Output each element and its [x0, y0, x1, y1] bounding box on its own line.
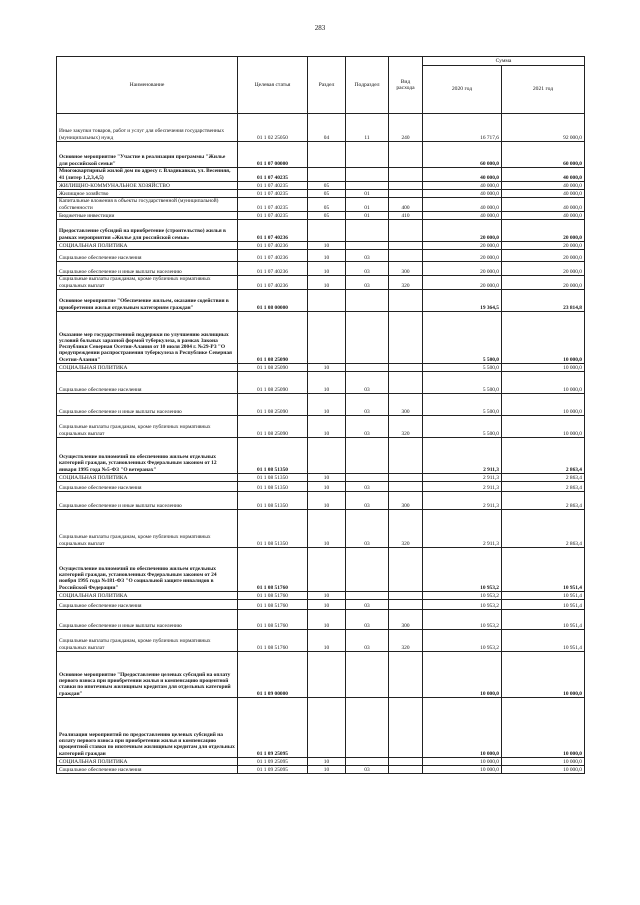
cell-s20: 2 911,3: [423, 510, 502, 548]
budget-table: [56, 56, 585, 774]
cell-sec: 10: [308, 630, 346, 652]
cell-name: Социальное обеспечение и иные выплаты населению: [57, 394, 238, 416]
cell-s21: 60 000,0: [502, 142, 585, 168]
cell-type: [389, 220, 423, 242]
page-number: 283: [314, 24, 326, 32]
cell-code: 01 1 08 51350: [238, 474, 308, 482]
cell-type: [389, 190, 423, 198]
cell-code: 01 1 09 25095: [238, 698, 308, 758]
cell-sec: 05: [308, 198, 346, 212]
cell-s20: 5 500,0: [423, 394, 502, 416]
cell-s21: 20 000,0: [502, 220, 585, 242]
cell-sec: [308, 652, 346, 698]
cell-sub: [346, 758, 389, 766]
cell-s21: 10 000,0: [502, 698, 585, 758]
cell-sub: 03: [346, 250, 389, 262]
cell-sec: 05: [308, 182, 346, 190]
table-row: [57, 592, 585, 600]
table-row: [57, 482, 585, 492]
cell-sub: 03: [346, 510, 389, 548]
cell-code: 01 1 07 40235: [238, 190, 308, 198]
cell-s20: 40 000,0: [423, 198, 502, 212]
cell-type: [389, 312, 423, 364]
cell-type: 320: [389, 510, 423, 548]
cell-type: [389, 182, 423, 190]
cell-sub: [346, 592, 389, 600]
cell-sec: 10: [308, 394, 346, 416]
cell-sec: 10: [308, 364, 346, 372]
table-row: [57, 492, 585, 510]
cell-sec: [308, 290, 346, 312]
cell-sec: 10: [308, 510, 346, 548]
cell-s21: 10 000,0: [502, 652, 585, 698]
cell-code: 01 1 07 40236: [238, 262, 308, 276]
header-section: Раздел: [308, 57, 346, 114]
cell-name: Иные закупки товаров, работ и услуг для обеспечения государственных (муниципальных) нужд: [57, 114, 238, 142]
cell-sub: [346, 438, 389, 474]
cell-code: 01 1 08 51350: [238, 492, 308, 510]
cell-type: [389, 698, 423, 758]
cell-sec: [308, 312, 346, 364]
cell-name: Социальные выплаты гражданам, кроме публичных нормативных социальных выплат: [57, 510, 238, 548]
cell-s21: 40 000,0: [502, 168, 585, 182]
cell-s21: 10 951,4: [502, 600, 585, 610]
header-2020: 2020 год: [423, 66, 502, 114]
cell-sec: [308, 142, 346, 168]
cell-s21: 2 863,4: [502, 482, 585, 492]
cell-type: [389, 766, 423, 774]
cell-s21: 40 000,0: [502, 190, 585, 198]
table-row: [57, 758, 585, 766]
table-row: [57, 114, 585, 142]
table-body: [57, 114, 585, 774]
cell-code: 01 1 09 25095: [238, 758, 308, 766]
cell-name: Бюджетные инвестиции: [57, 212, 238, 220]
cell-name: Основное мероприятие "Обеспечение жильем, оказание содействия в приобретении жилья отдельным категориям граждан": [57, 290, 238, 312]
cell-sub: 03: [346, 492, 389, 510]
cell-type: [389, 142, 423, 168]
cell-sec: 10: [308, 262, 346, 276]
cell-s21: 2 863,4: [502, 492, 585, 510]
header-sum: Сумма: [423, 57, 585, 66]
header-2021: 2021 год: [502, 66, 585, 114]
table-row: [57, 364, 585, 372]
cell-s21: 10 951,4: [502, 548, 585, 592]
cell-s20: 5 500,0: [423, 364, 502, 372]
cell-sec: 10: [308, 372, 346, 394]
cell-type: [389, 438, 423, 474]
cell-type: [389, 242, 423, 250]
cell-name: Социальные выплаты гражданам, кроме публичных нормативных социальных выплат: [57, 416, 238, 438]
cell-s20: 5 500,0: [423, 312, 502, 364]
table-row: [57, 698, 585, 758]
cell-name: СОЦИАЛЬНАЯ ПОЛИТИКА: [57, 758, 238, 766]
cell-name: Социальное обеспечение населения: [57, 482, 238, 492]
table-row: [57, 262, 585, 276]
cell-sub: 03: [346, 276, 389, 290]
cell-name: Социальное обеспечение населения: [57, 372, 238, 394]
cell-sec: [308, 548, 346, 592]
cell-s21: 2 863,4: [502, 510, 585, 548]
cell-s20: 20 000,0: [423, 242, 502, 250]
cell-name: Социальное обеспечение населения: [57, 600, 238, 610]
cell-name: Социальное обеспечение населения: [57, 766, 238, 774]
cell-s21: 10 000,0: [502, 312, 585, 364]
cell-s20: 10 953,2: [423, 548, 502, 592]
cell-s20: 2 911,3: [423, 474, 502, 482]
cell-s20: 5 500,0: [423, 416, 502, 438]
cell-type: [389, 600, 423, 610]
cell-s20: 20 000,0: [423, 262, 502, 276]
cell-s20: 40 000,0: [423, 182, 502, 190]
cell-name: Оказание мер государственной поддержки по улучшению жилищных условий больных заразной формой туберкулеза, в рамках Закона Республики Северная Осетия-Алания от 10 июля 2004 г. №29-РЗ "О предупреждении распространения туберкулеза в Республике Северная Осетия-Алания": [57, 312, 238, 364]
cell-code: 01 1 07 40235: [238, 212, 308, 220]
cell-s21: 10 000,0: [502, 416, 585, 438]
cell-sub: 03: [346, 482, 389, 492]
cell-sec: 10: [308, 600, 346, 610]
cell-s20: 40 000,0: [423, 190, 502, 198]
cell-s21: 10 951,4: [502, 610, 585, 630]
cell-sub: [346, 182, 389, 190]
cell-s21: 92 000,0: [502, 114, 585, 142]
cell-code: 01 1 08 51760: [238, 610, 308, 630]
cell-sec: 10: [308, 276, 346, 290]
cell-s21: 20 000,0: [502, 262, 585, 276]
cell-code: 01 1 08 25090: [238, 416, 308, 438]
cell-sec: 10: [308, 766, 346, 774]
cell-sec: 10: [308, 250, 346, 262]
cell-s20: 2 911,3: [423, 492, 502, 510]
cell-s20: 20 000,0: [423, 276, 502, 290]
cell-code: 01 1 08 25090: [238, 364, 308, 372]
cell-s21: 10 000,0: [502, 766, 585, 774]
cell-code: 01 1 08 51760: [238, 592, 308, 600]
cell-code: 01 1 02 25050: [238, 114, 308, 142]
cell-sub: 01: [346, 212, 389, 220]
cell-name: Осуществление полномочий по обеспечению жильем отдельных категорий граждан, установленных Федеральным законом от 12 января 1995 года №5-ФЗ "О ветеранах": [57, 438, 238, 474]
cell-type: [389, 372, 423, 394]
cell-sub: 03: [346, 766, 389, 774]
table-row: [57, 212, 585, 220]
cell-sec: [308, 168, 346, 182]
cell-sub: [346, 548, 389, 592]
cell-sec: 04: [308, 114, 346, 142]
cell-sub: [346, 698, 389, 758]
cell-type: 320: [389, 630, 423, 652]
cell-s20: 16 717,6: [423, 114, 502, 142]
cell-name: Социальное обеспечение населения: [57, 250, 238, 262]
cell-sub: [346, 364, 389, 372]
cell-s20: 10 000,0: [423, 758, 502, 766]
cell-sec: 10: [308, 758, 346, 766]
cell-sub: 11: [346, 114, 389, 142]
cell-code: 01 1 07 40235: [238, 198, 308, 212]
cell-name: Многоквартирный жилой дом по адресу г. Владикавказ, ул. Весенняя, 41 (литер 1,2,3,4,5): [57, 168, 238, 182]
table-row: [57, 220, 585, 242]
cell-type: [389, 364, 423, 372]
table-row: [57, 276, 585, 290]
cell-sub: 01: [346, 190, 389, 198]
cell-type: 400: [389, 198, 423, 212]
cell-s20: 10 953,2: [423, 610, 502, 630]
table-row: [57, 190, 585, 198]
cell-type: [389, 652, 423, 698]
cell-s20: 10 953,2: [423, 592, 502, 600]
table-row: [57, 766, 585, 774]
cell-s20: 10 000,0: [423, 652, 502, 698]
cell-name: Основное мероприятие "Участие в реализации программы "Жилье для российской семьи": [57, 142, 238, 168]
header-name: Наименование: [57, 57, 238, 114]
cell-sub: 03: [346, 600, 389, 610]
cell-s21: 40 000,0: [502, 198, 585, 212]
cell-name: Осуществление полномочий по обеспечению жильем отдельных категорий граждан, установленных Федеральным законом от 24 ноября 1995 года №181-ФЗ "О социальной защите инвалидов в Российской Федерации": [57, 548, 238, 592]
cell-type: [389, 482, 423, 492]
cell-name: СОЦИАЛЬНАЯ ПОЛИТИКА: [57, 592, 238, 600]
cell-type: [389, 474, 423, 482]
cell-s20: 40 000,0: [423, 168, 502, 182]
cell-type: 300: [389, 262, 423, 276]
cell-s21: 2 863,4: [502, 474, 585, 482]
table-row: [57, 438, 585, 474]
table-row: [57, 168, 585, 182]
cell-s21: 23 814,8: [502, 290, 585, 312]
cell-code: 01 1 07 40236: [238, 250, 308, 262]
cell-sec: 05: [308, 190, 346, 198]
cell-sec: 10: [308, 474, 346, 482]
cell-sec: 10: [308, 592, 346, 600]
cell-sec: [308, 220, 346, 242]
cell-name: СОЦИАЛЬНАЯ ПОЛИТИКА: [57, 242, 238, 250]
cell-code: 01 1 08 51350: [238, 510, 308, 548]
header-code: Целевая статья: [238, 57, 308, 114]
cell-sec: 05: [308, 212, 346, 220]
cell-code: 01 1 08 51760: [238, 600, 308, 610]
cell-sub: [346, 474, 389, 482]
cell-code: 01 1 07 40235: [238, 168, 308, 182]
table-row: [57, 630, 585, 652]
table-row: [57, 142, 585, 168]
cell-type: 320: [389, 276, 423, 290]
header-type: Вид расхода: [389, 57, 423, 114]
table-row: [57, 250, 585, 262]
cell-code: 01 1 08 25090: [238, 372, 308, 394]
cell-code: 01 1 09 25095: [238, 766, 308, 774]
cell-name: Реализация мероприятий по предоставлению целевых субсидий на оплату первого взноса при приобретении жилья и компенсацию процентной ставки по ипотечным жилищным кредитам для отдельных категорий граждан: [57, 698, 238, 758]
cell-s21: 10 000,0: [502, 372, 585, 394]
table-row: [57, 242, 585, 250]
cell-s21: 2 863,4: [502, 438, 585, 474]
cell-type: [389, 758, 423, 766]
cell-sub: [346, 142, 389, 168]
cell-code: 01 1 08 00000: [238, 290, 308, 312]
cell-code: 01 1 09 00000: [238, 652, 308, 698]
table-row: [57, 610, 585, 630]
cell-s20: 60 000,0: [423, 142, 502, 168]
cell-code: 01 1 07 40235: [238, 182, 308, 190]
cell-s21: 20 000,0: [502, 242, 585, 250]
cell-sub: [346, 242, 389, 250]
cell-name: Жилищное хозяйство: [57, 190, 238, 198]
cell-sec: 10: [308, 416, 346, 438]
cell-type: 300: [389, 610, 423, 630]
cell-sub: 03: [346, 394, 389, 416]
cell-name: Социальное обеспечение и иные выплаты населению: [57, 610, 238, 630]
cell-code: 01 1 07 40236: [238, 220, 308, 242]
cell-code: 01 1 08 51760: [238, 548, 308, 592]
cell-type: [389, 548, 423, 592]
cell-sub: 03: [346, 630, 389, 652]
table-row: [57, 600, 585, 610]
cell-sec: [308, 438, 346, 474]
cell-s20: 10 000,0: [423, 766, 502, 774]
cell-sub: 01: [346, 198, 389, 212]
cell-name: Социальное обеспечение и иные выплаты населению: [57, 262, 238, 276]
table-row: [57, 652, 585, 698]
cell-type: [389, 290, 423, 312]
cell-type: 240: [389, 114, 423, 142]
cell-sec: 10: [308, 242, 346, 250]
cell-code: 01 1 07 40236: [238, 242, 308, 250]
cell-sub: 03: [346, 416, 389, 438]
cell-name: Социальное обеспечение и иные выплаты населению: [57, 492, 238, 510]
cell-code: 01 1 08 51350: [238, 482, 308, 492]
cell-s20: 5 500,0: [423, 372, 502, 394]
cell-type: 300: [389, 492, 423, 510]
cell-s20: 40 000,0: [423, 212, 502, 220]
cell-s21: 10 000,0: [502, 364, 585, 372]
table-row: [57, 290, 585, 312]
cell-sub: [346, 168, 389, 182]
cell-s20: 2 911,3: [423, 482, 502, 492]
table-row: [57, 372, 585, 394]
cell-name: Социальные выплаты гражданам, кроме публичных нормативных социальных выплат: [57, 630, 238, 652]
cell-name: Предоставление субсидий на приобретение (строительство) жилья в рамках мероприятия «Жилье для российской семьи»: [57, 220, 238, 242]
cell-s21: 40 000,0: [502, 212, 585, 220]
table-row: [57, 198, 585, 212]
cell-name: Основное мероприятие "Предоставление целевых субсидий на оплату первого взноса при приобретении жилья и компенсацию процентной ставки по ипотечным жилищным кредитам для отдельных категорий граждан": [57, 652, 238, 698]
cell-name: ЖИЛИЩНО-КОММУНАЛЬНОЕ ХОЗЯЙСТВО: [57, 182, 238, 190]
cell-name: СОЦИАЛЬНАЯ ПОЛИТИКА: [57, 474, 238, 482]
cell-s20: 10 000,0: [423, 698, 502, 758]
cell-s20: 2 911,3: [423, 438, 502, 474]
cell-sub: 03: [346, 372, 389, 394]
cell-name: Социальные выплаты гражданам, кроме публичных нормативных социальных выплат: [57, 276, 238, 290]
cell-code: 01 1 08 51760: [238, 630, 308, 652]
cell-name: СОЦИАЛЬНАЯ ПОЛИТИКА: [57, 364, 238, 372]
cell-s20: 20 000,0: [423, 250, 502, 262]
cell-s21: 10 951,4: [502, 592, 585, 600]
table-row: [57, 416, 585, 438]
cell-sec: 10: [308, 492, 346, 510]
cell-s21: 20 000,0: [502, 250, 585, 262]
cell-sub: [346, 652, 389, 698]
table-row: [57, 182, 585, 190]
cell-code: 01 1 07 00000: [238, 142, 308, 168]
cell-sub: [346, 220, 389, 242]
cell-sec: [308, 698, 346, 758]
cell-sub: 03: [346, 262, 389, 276]
table-row: [57, 394, 585, 416]
cell-code: 01 1 08 25090: [238, 312, 308, 364]
cell-type: 410: [389, 212, 423, 220]
cell-sub: [346, 290, 389, 312]
cell-type: 300: [389, 394, 423, 416]
cell-code: 01 1 08 25090: [238, 394, 308, 416]
cell-sub: [346, 312, 389, 364]
table-row: [57, 474, 585, 482]
table-row: [57, 548, 585, 592]
cell-type: [389, 250, 423, 262]
cell-type: [389, 592, 423, 600]
cell-s20: 20 000,0: [423, 220, 502, 242]
cell-s20: 19 364,5: [423, 290, 502, 312]
cell-code: 01 1 08 51350: [238, 438, 308, 474]
cell-s21: 20 000,0: [502, 276, 585, 290]
cell-s21: 10 000,0: [502, 758, 585, 766]
cell-s21: 10 951,4: [502, 630, 585, 652]
table-row: [57, 510, 585, 548]
cell-sub: 03: [346, 610, 389, 630]
cell-s21: 40 000,0: [502, 182, 585, 190]
cell-type: 320: [389, 416, 423, 438]
cell-s20: 10 953,2: [423, 630, 502, 652]
cell-type: [389, 168, 423, 182]
table-row: [57, 312, 585, 364]
cell-sec: 10: [308, 482, 346, 492]
header-subsection: Подраздел: [346, 57, 389, 114]
cell-s20: 10 953,2: [423, 600, 502, 610]
cell-s21: 10 000,0: [502, 394, 585, 416]
cell-code: 01 1 07 40236: [238, 276, 308, 290]
cell-name: Капитальные вложения в объекты государственной (муниципальной) собственности: [57, 198, 238, 212]
table-header: [57, 57, 585, 114]
cell-sec: 10: [308, 610, 346, 630]
